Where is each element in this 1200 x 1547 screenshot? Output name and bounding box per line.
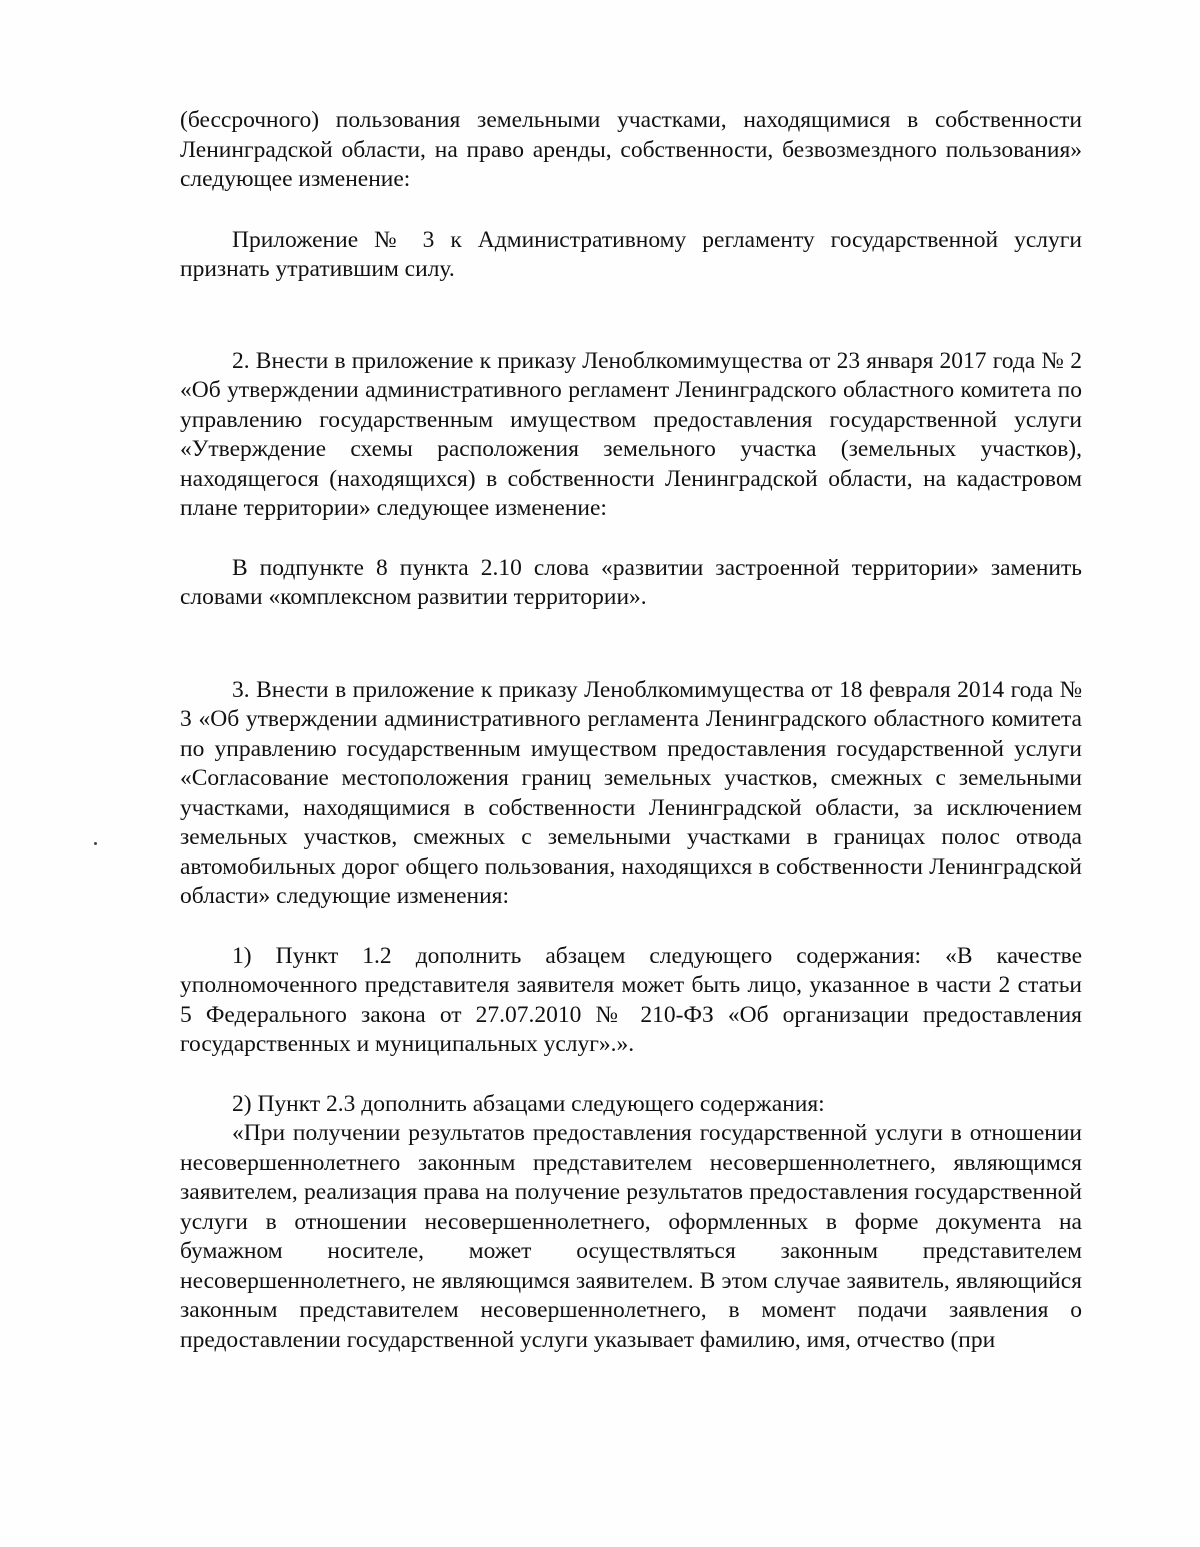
scan-speck: [94, 842, 97, 845]
paragraph-item-3: 3. Внести в приложение к приказу Леноблкомимущества от 18 февраля 2014 года № 3 «Об утверждении административного регламента Ленинградского областного комитета по управлению государственным имуществом предоставления государственной услуги «Согласование местоположения границ земельных участков, смежных с земельными участками, находящимися в собственности Ленинградской области, за исключением земельных участков, смежных с земельными участками в границах полос отвода автомобильных дорог общего пользования, находящихся в собственности Ленинградской области» следующие изменения:: [180, 676, 1082, 909]
paragraph-subitem-1: 1) Пункт 1.2 дополнить абзацем следующего содержания: «В качестве уполномоченного представителя заявителя может быть лицо, указанное в части 2 статьи 5 Федерального закона от 27.07.2010 № 210-ФЗ «Об организации предоставления государственных и муниципальных услуг».».: [180, 942, 1082, 1057]
paragraph-continuation-intro: (бессрочного) пользования земельными участками, находящимися в собственности Ленинградской области, на право аренды, собственности, безвозмездного пользования» следующее изменение:: [180, 107, 1082, 192]
paragraph-item-2: 2. Внести в приложение к приказу Леноблкомимущества от 23 января 2017 года № 2 «Об утверждении административного регламент Ленинградского областного комитета по управлению государственным имуществом предоставления государственной услуги «Утверждение схемы расположения земельного участка (земельных участков), находящегося (находящихся) в собственности Ленинградской области, на кадастровом плане территории» следующее изменение:: [180, 347, 1082, 521]
document-body: [180, 106, 1082, 1355]
paragraph-appendix-repeal: Приложение № 3 к Административному регламенту государственной услуги признать утратившим силу.: [180, 226, 1082, 282]
paragraph-item-2-change: В подпункте 8 пункта 2.10 слова «развитии застроенной территории» заменить словами «комплексном развитии территории».: [180, 554, 1082, 610]
paragraph-subitem-2: 2) Пункт 2.3 дополнить абзацами следующего содержания:: [232, 1090, 825, 1117]
paragraph-subitem-2-text: «При получении результатов предоставления государственной услуги в отношении несовершеннолетнего законным представителем несовершеннолетнего, являющимся заявителем, реализация права на получение результатов предоставления государственной услуги в отношении несовершеннолетнего, оформленных в форме документа на бумажном носителе, может осуществляться законным представителем несовершеннолетнего, не являющимся заявителем. В этом случае заявитель, являющийся законным представителем несовершеннолетнего, в момент подачи заявления о предоставлении государственной услуги указывает фамилию, имя, отчество (при: [180, 1120, 1082, 1353]
